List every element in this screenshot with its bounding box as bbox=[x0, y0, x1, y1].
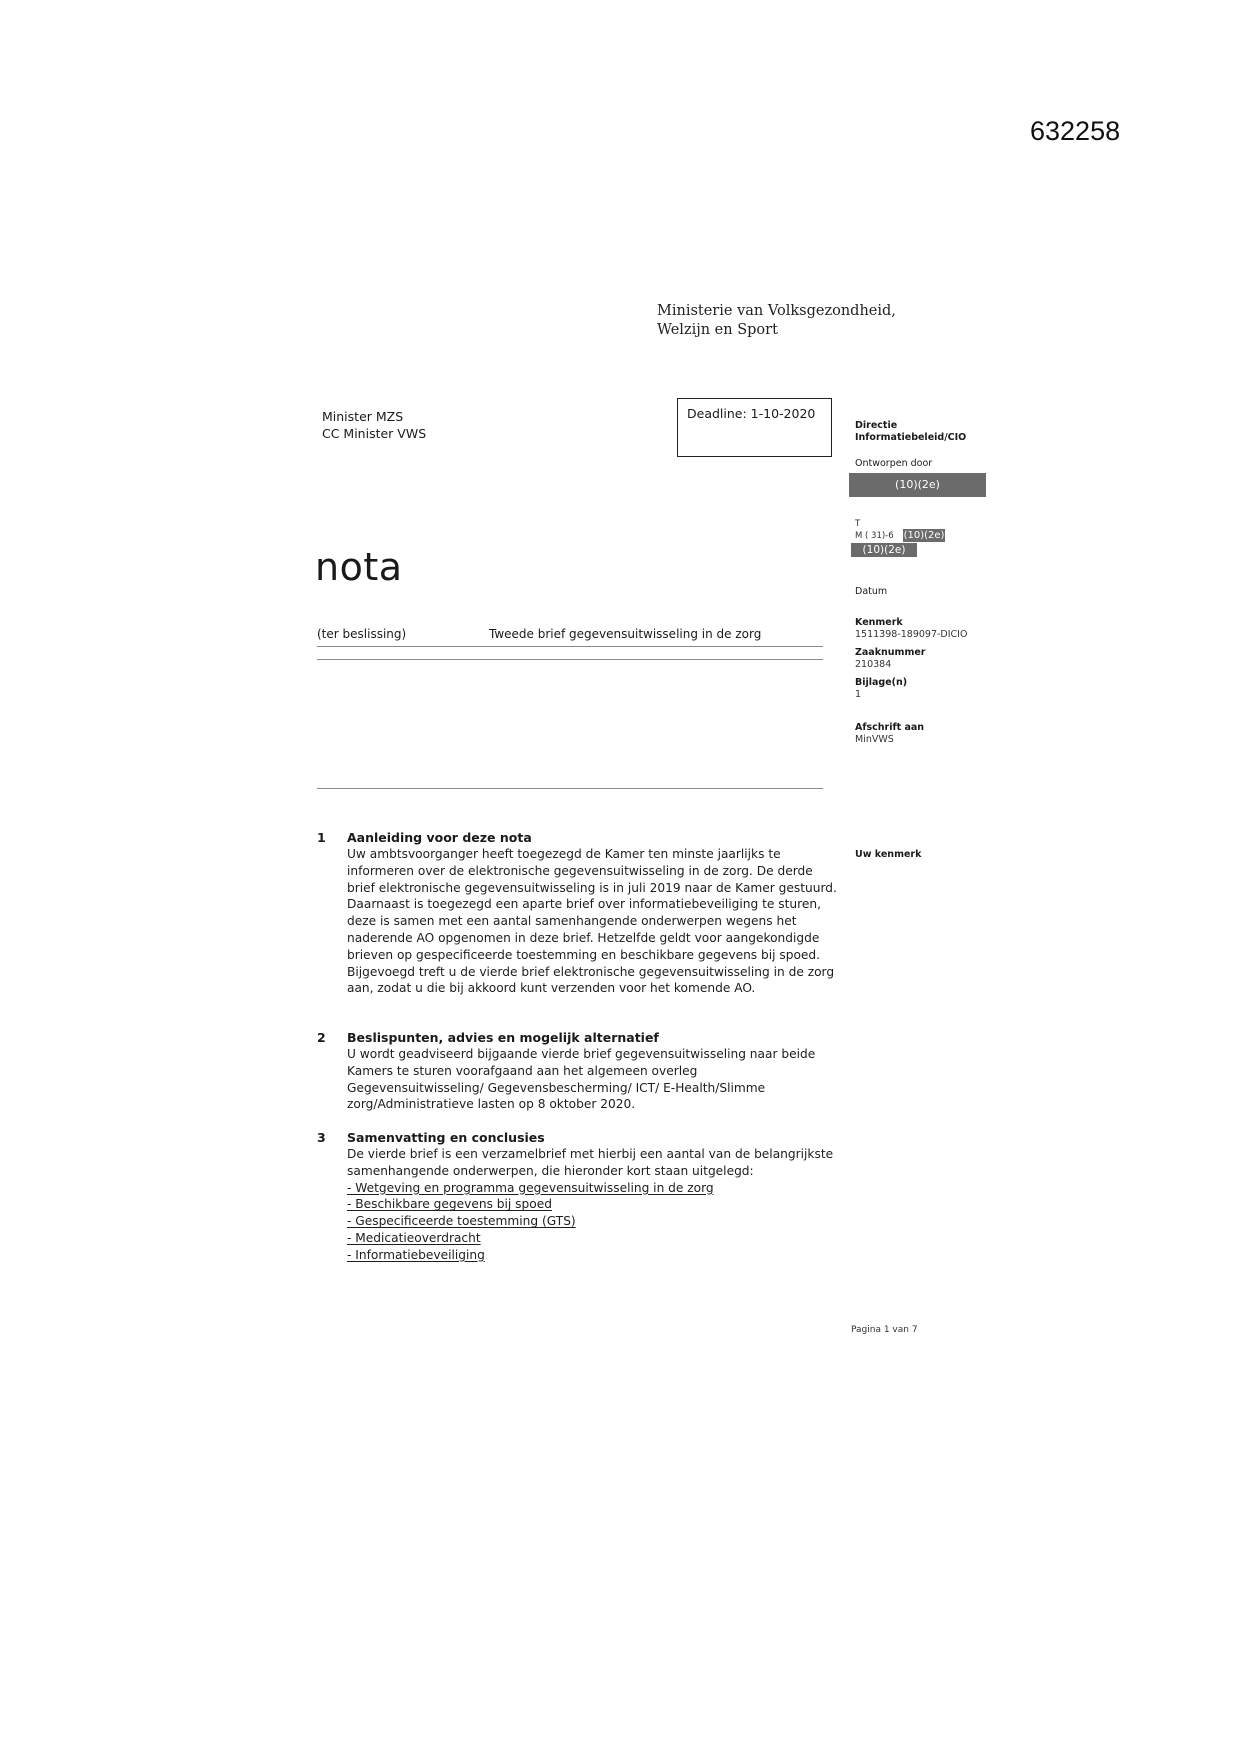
telephone-block bbox=[855, 518, 894, 542]
section-title: Beslispunten, advies en mogelijk alternatief bbox=[347, 1030, 659, 1045]
zaaknummer-label: Zaaknummer bbox=[855, 647, 926, 658]
sidebar-directie bbox=[855, 420, 966, 444]
section-body bbox=[347, 846, 837, 997]
deadline-text: Deadline: 1-10-2020 bbox=[687, 406, 816, 421]
section-paragraph: Uw ambtsvoorganger heeft toegezegd de Kamer ten minste jaarlijks te informeren over de elektronische gegevensuitwisseling in de zorg. De derde brief elektronische gegevensuitwisseling is in juli 2019 naar de Kamer gestuurd. Daarnaast is toegezegd een aparte brief over informatiebeveiliging te sturen, deze is samen met een aantal samenhangende onderwerpen wegens het naderende AO opgenomen in deze brief. Hetzelfde geldt voor aangekondigde brieven op gespecificeerde toestemming en beschikbare gegevens bij spoed. Bijgevoegd treft u de vierde brief elektronische gegevensuitwisseling in de zorg aan, zodat u die bij akkoord kunt verzenden voor het komende AO. bbox=[347, 847, 837, 996]
bijlage-value: 1 bbox=[855, 689, 862, 700]
kenmerk-value: 1511398-189097-DICIO bbox=[855, 629, 968, 640]
afschrift-value: MinVWS bbox=[855, 734, 894, 745]
directie-label: Directie bbox=[855, 420, 898, 431]
list-item: - Wetgeving en programma gegevensuitwisseling in de zorg bbox=[347, 1180, 714, 1195]
section-title: Samenvatting en conclusies bbox=[347, 1130, 545, 1145]
list-item: - Informatiebeveiliging bbox=[347, 1247, 485, 1262]
topic-list bbox=[347, 1180, 837, 1264]
section-number: 2 bbox=[317, 1030, 326, 1045]
sidebar-bijlage bbox=[855, 677, 907, 701]
datum-label: Datum bbox=[855, 586, 888, 597]
divider-line bbox=[317, 646, 823, 647]
section-number: 3 bbox=[317, 1130, 326, 1145]
afschrift-label: Afschrift aan bbox=[855, 722, 925, 733]
section-title: Aanleiding voor deze nota bbox=[347, 830, 532, 845]
sidebar-afschrift bbox=[855, 722, 924, 746]
list-item: - Beschikbare gegevens bij spoed bbox=[347, 1197, 552, 1212]
divider-line bbox=[317, 659, 823, 660]
ministry-line-1: Ministerie van Volksgezondheid, bbox=[657, 303, 896, 319]
sidebar-kenmerk bbox=[855, 617, 967, 641]
section-body bbox=[347, 1046, 837, 1113]
tel-m: M ( 31)-6 bbox=[855, 531, 894, 541]
addressee-to: Minister MZS bbox=[322, 409, 404, 424]
bijlage-label: Bijlage(n) bbox=[855, 677, 908, 688]
section-body bbox=[347, 1146, 837, 1264]
zaaknummer-value: 210384 bbox=[855, 659, 892, 670]
tel-t: T bbox=[855, 519, 861, 529]
redaction-box: (10)(2e) bbox=[851, 543, 917, 557]
ministry-line-2: Welzijn en Sport bbox=[657, 322, 778, 338]
redaction-box: (10)(2e) bbox=[849, 473, 986, 497]
addressee-block bbox=[322, 408, 426, 442]
section-paragraph: De vierde brief is een verzamelbrief met hierbij een aantal van de belangrijkste samenhangende onderwerpen, die hieronder kort staan uitgelegd: bbox=[347, 1147, 834, 1178]
list-item: - Medicatieoverdracht bbox=[347, 1230, 481, 1245]
addressee-cc: CC Minister VWS bbox=[322, 426, 427, 441]
sidebar-zaaknummer bbox=[855, 647, 925, 671]
subject-title: Tweede brief gegevensuitwisseling in de zorg bbox=[489, 627, 762, 641]
divider-line bbox=[317, 788, 823, 789]
ministry-name bbox=[657, 302, 896, 340]
section-number: 1 bbox=[317, 830, 326, 845]
directie-value: Informatiebeleid/CIO bbox=[855, 432, 967, 443]
uw-kenmerk-label: Uw kenmerk bbox=[855, 849, 922, 860]
kenmerk-label: Kenmerk bbox=[855, 617, 903, 628]
page-number: Pagina 1 van 7 bbox=[851, 1325, 918, 1335]
section-paragraph: U wordt geadviseerd bijgaande vierde brief gegevensuitwisseling naar beide Kamers te sturen voorafgaand aan het algemeen overleg Gegevensuitwisseling/ Gegevensbescherming/ ICT/ E-Health/Slimme zorg/Administratieve lasten op 8 oktober 2020. bbox=[347, 1047, 816, 1112]
document-number: 632258 bbox=[1030, 116, 1121, 146]
list-item: - Gespecificeerde toestemming (GTS) bbox=[347, 1214, 576, 1229]
redaction-box: (10)(2e) bbox=[903, 530, 945, 541]
subject-type: (ter beslissing) bbox=[317, 627, 407, 641]
deadline-box bbox=[677, 398, 832, 457]
ontworpen-door-label: Ontworpen door bbox=[855, 458, 933, 469]
document-type-title: nota bbox=[315, 545, 403, 589]
